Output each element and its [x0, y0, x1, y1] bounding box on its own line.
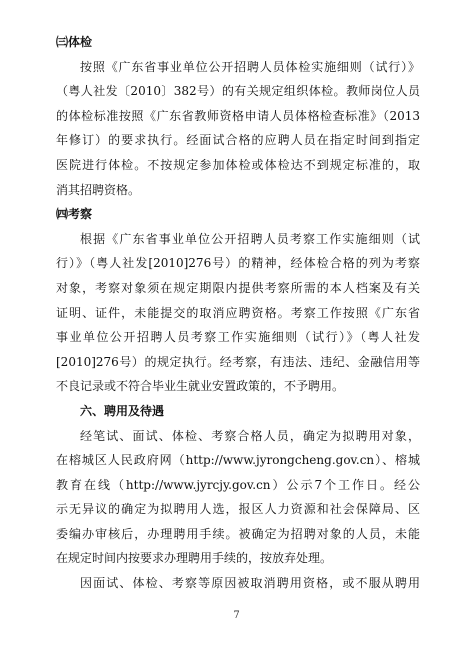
paragraph-line: 证明、证件，未能提交的取消应聘资格。考察工作按照《广东省 [56, 305, 420, 320]
section-heading-inspection: ㈣考察 [56, 207, 93, 222]
paragraph-line: 经笔试、面试、体检、考察合格人员，确定为拟聘用对象， [80, 428, 420, 443]
paragraph-line: 行）》（粤人社发[2010]276号）的精神，经体检合格的列为考察 [56, 256, 420, 271]
section-heading-physical-exam: ㈢体检 [56, 35, 93, 49]
paragraph-line: 年修订）的要求执行。经面试合格的应聘人员在指定时间到指定 [56, 133, 420, 148]
page-number: 7 [233, 610, 240, 621]
paragraph-line: 在榕城区人民政府网（http://www.jyrongcheng.gov.cn）、榕城 [56, 453, 420, 468]
paragraph-line: 事业单位公开招聘人员考察工作实施细则（试行）》（粤人社发 [56, 330, 420, 345]
paragraph-line: （粤人社发〔2010〕382号）的有关规定组织体检。教师岗位人员 [56, 84, 420, 99]
paragraph-line: 在规定时间内按要求办理聘用手续的，按放弃处理。 [56, 551, 333, 566]
paragraph-line: 因面试、体检、考察等原因被取消聘用资格，或不服从聘用 [80, 576, 420, 591]
paragraph-line: 根据《广东省事业单位公开招聘人员考察工作实施细则（试 [80, 231, 420, 246]
paragraph-line: 教育在线（http://www.jyrcjy.gov.cn）公示7个工作日。经公 [56, 477, 420, 492]
paragraph-line: 消其招聘资格。 [56, 182, 141, 197]
paragraph-line: 不良记录或不符合毕业生就业安置政策的，不予聘用。 [56, 379, 345, 394]
paragraph-line: [2010]276号）的规定执行。经考察，有违法、违纪、金融信用等 [56, 354, 420, 369]
paragraph-line: 委编办审核后，办理聘用手续。被确定为招聘对象的人员，未能 [56, 526, 420, 541]
paragraph-line: 示无异议的确定为拟聘用人选，报区人力资源和社会保障局、区 [56, 502, 420, 517]
paragraph-line: 医院进行体检。不按规定参加体检或体检达不到规定标准的，取 [56, 157, 420, 172]
document-body [56, 30, 420, 596]
paragraph-line: 按照《广东省事业单位公开招聘人员体检实施细则（试行）》 [80, 59, 420, 74]
paragraph-line: 对象，考察对象须在规定期限内提供考察所需的本人档案及有关 [56, 280, 420, 295]
section-heading-employment: 六、聘用及待遇 [80, 403, 165, 418]
paragraph-line: 的体检标准按照《广东省教师资格申请人员体格检查标准》（2013 [56, 108, 420, 123]
